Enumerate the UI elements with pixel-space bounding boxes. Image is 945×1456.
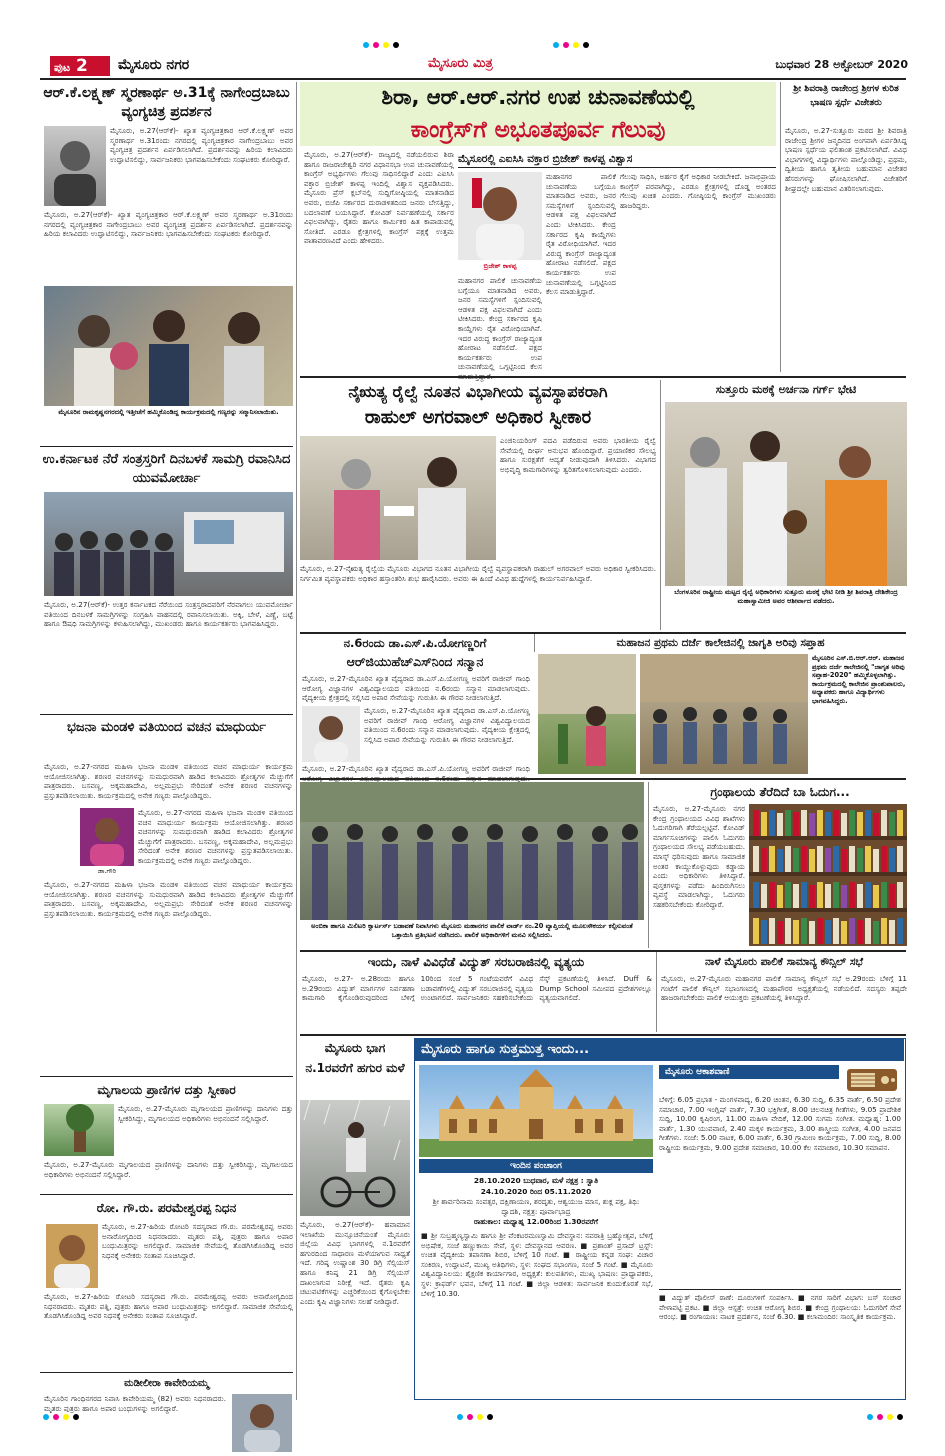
council-story	[656, 952, 906, 1032]
page-number: 2	[75, 56, 88, 76]
lead-body-col2: ಮಹಾನಗರ ಪಾಲಿಕೆ ಚುನಾವಣೆಯ ಬಗ್ಗೆಯೂ ಮಾತನಾಡಿದ ಅವರು, ಜನರ ಸಮಸ್ಯೆಗಳಿಗೆ ಸ್ಪಂದಿಸುವಲ್ಲಿ ಆಡಳಿತ ಪಕ್ಷ ವಿಫಲವಾಗಿದೆ ಎಂದು ಟೀಕಿಸಿದರು. ಕೇಂದ್ರ ಸರ್ಕಾರದ ಕೃಷಿ ಕಾಯ್ದೆಗಳು ರೈತ ವಿರೋಧಿಯಾಗಿವೆ. ಇದರ ವಿರುದ್ಧ ಕಾಂಗ್ರೆಸ್ ರಾಜ್ಯಾದ್ಯಂತ ಹೋರಾಟ ನಡೆಸಲಿದೆ. ಪಕ್ಷದ ಕಾರ್ಯಕರ್ತರು ಉಪ ಚುನಾವಣೆಯಲ್ಲಿ ಒಗ್ಗಟ್ಟಿನಿಂದ ಕೆಲಸ ಮಾಡುತ್ತಿದ್ದಾರೆ.	[546, 172, 616, 297]
railway-headline-line1: ನೈಋತ್ಯ ರೈಲ್ವೆ ನೂತನ ವಿಭಾಗೀಯ ವ್ಯವಸ್ಥಾಪಕರಾಗಿ	[348, 382, 608, 401]
divider	[659, 1289, 901, 1290]
rahukala: ರಾಹುಕಾಲ: ಮಧ್ಯಾಹ್ನ 12.00ರಿಂದ 1.30ರವರೆಗೆ	[473, 1217, 599, 1226]
divider	[40, 1194, 293, 1195]
vachana-body-a: ಮೈಸೂರು, ಅ.27-ನಗರದ ಮಹಿಳಾ ಭಜನಾ ಮಂಡಳಿ ವತಿಯಿಂದ ವಚನ ಮಾಧುರ್ಯ ಕಾರ್ಯಕ್ರಮ ಆಯೋಜಿಸಲಾಗಿತ್ತು. ಶರಣರ ವಚನಗಳನ್ನು ಸುಮಧುರವಾಗಿ ಹಾಡಿದ ಕಲಾವಿದರು ಶ್ರೋತೃಗಳ ಮೆಚ್ಚುಗೆಗೆ ಪಾತ್ರರಾದರು. ಬಸವಣ್ಣ, ಅಕ್ಕಮಹಾದೇವಿ, ಅಲ್ಲಮಪ್ರಭು ಸೇರಿದಂತೆ ಅನೇಕ ಶರಣರ ವಚನಗಳನ್ನು ಪ್ರಸ್ತುತಪಡಿಸಲಾಯಿತು. ಕಾರ್ಯಕ್ರಮದಲ್ಲಿ ಅನೇಕ ಗಣ್ಯರು ಪಾಲ್ಗೊಂಡಿದ್ದರು.	[44, 762, 293, 800]
obituary2-body: ಮೈಸೂರಿನ ಗಾಂಧಿನಗರದ ನಿವಾಸಿ ಕಾವೇರಿಯಮ್ಮ (82) ಅವರು ನಿಧನರಾದರು. ಮೃತರು ಪುತ್ರರು ಹಾಗೂ ಅಪಾರ ಬಂಧುಗಳನ್ನು ಅಗಲಿದ್ದಾರೆ.	[44, 1394, 226, 1413]
cartoon-exhibition-headline: ಆರ್.ಕೆ.ಲಕ್ಷ್ಮಣ್ ಸ್ಮರಣಾರ್ಥ ಅ.31ಕ್ಕೆ ನಾಗೇಂದ್ರಬಾಬು ವ್ಯಂಗ್ಯಚಿತ್ರ ಪ್ರದರ್ಶನ	[43, 85, 290, 120]
vachana-body-c: ಮೈಸೂರು, ಅ.27-ನಗರದ ಮಹಿಳಾ ಭಜನಾ ಮಂಡಳಿ ವತಿಯಿಂದ ವಚನ ಮಾಧುರ್ಯ ಕಾರ್ಯಕ್ರಮ ಆಯೋಜಿಸಲಾಗಿತ್ತು. ಶರಣರ ವಚನಗಳನ್ನು ಸುಮಧುರವಾಗಿ ಹಾಡಿದ ಕಲಾವಿದರು ಶ್ರೋತೃಗಳ ಮೆಚ್ಚುಗೆಗೆ ಪಾತ್ರರಾದರು. ಬಸವಣ್ಣ, ಅಕ್ಕಮಹಾದೇವಿ, ಅಲ್ಲಮಪ್ರಭು ಸೇರಿದಂತೆ ಅನೇಕ ಶರಣರ ವಚನಗಳನ್ನು ಪ್ರಸ್ತುತಪಡಿಸಲಾಯಿತು. ಕಾರ್ಯಕ್ರಮದಲ್ಲಿ ಅನೇಕ ಗಣ್ಯರು ಪಾಲ್ಗೊಂಡಿದ್ದರು.	[44, 880, 293, 918]
page-label: ಪುಟ	[54, 61, 71, 74]
lead-headline-band	[300, 82, 776, 146]
divider	[300, 1034, 906, 1036]
today-banner: ಮೈಸೂರು ಹಾಗೂ ಸುತ್ತಮುತ್ತ ಇಂದು...	[415, 1039, 904, 1061]
page-number-badge	[50, 56, 110, 76]
zoo-adoption-body-cont: ಮೈಸೂರು, ಅ.27-ಮೈಸೂರು ಮೃಗಾಲಯದ ಪ್ರಾಣಿಗಳನ್ನು ದಾನಿಗಳು ದತ್ತು ಸ್ವೀಕರಿಸಿದ್ದು, ಮೃಗಾಲಯದ ಅಧಿಕಾರಿಗಳು ಅಭಿನಂದನೆ ಸಲ್ಲಿಸಿದ್ದಾರೆ.	[44, 1160, 293, 1179]
yoganna-headline-line1: ನ.6ರಂದು ಡಾ.ಎಸ್.ಪಿ.ಯೋಗಣ್ಣರಿಗೆ	[343, 636, 487, 650]
vachana-body-b: ಮೈಸೂರು, ಅ.27-ನಗರದ ಮಹಿಳಾ ಭಜನಾ ಮಂಡಳಿ ವತಿಯಿಂದ ವಚನ ಮಾಧುರ್ಯ ಕಾರ್ಯಕ್ರಮ ಆಯೋಜಿಸಲಾಗಿತ್ತು. ಶರಣರ ವಚನಗಳನ್ನು ಸುಮಧುರವಾಗಿ ಹಾಡಿದ ಕಲಾವಿದರು ಶ್ರೋತೃಗಳ ಮೆಚ್ಚುಗೆಗೆ ಪಾತ್ರರಾದರು. ಬಸವಣ್ಣ, ಅಕ್ಕಮಹಾದೇವಿ, ಅಲ್ಲಮಪ್ರಭು ಸೇರಿದಂತೆ ಅನೇಕ ಶರಣರ ವಚನಗಳನ್ನು ಪ್ರಸ್ತುತಪಡಿಸಲಾಯಿತು. ಕಾರ್ಯಕ್ರಮದಲ್ಲಿ ಅನೇಕ ಗಣ್ಯರು ಪಾಲ್ಗೊಂಡಿದ್ದರು.	[138, 808, 293, 865]
lead-body-col3: ಗೆಲುವು ಸಾಧಿಸಿ, ಅರ್ಹರ ಕೈಗೆ ಅಧಿಕಾರ ನೀಡಬೇಕಿದೆ. ಜನಾಭಿಪ್ರಾಯ ಕಾಂಗ್ರೆಸ್ ಪರವಾಗಿದ್ದು, ಎರಡೂ ಕ್ಷೇತ್ರಗಳಲ್ಲಿ ದೊಡ್ಡ ಅಂತರದ ಗೆಲುವು ಖಚಿತ ಎಂದರು. ಗೋಷ್ಠಿಯಲ್ಲಿ ಕಾಂಗ್ರೆಸ್ ಮುಖಂಡರು ಹಾಜರಿದ್ದರು.	[620, 172, 776, 210]
college-headline: ಮಹಾಜನ ಪ್ರಥಮ ದರ್ಜೆ ಕಾಲೇಜಿನಲ್ಲಿ ಜಾಗೃತಿ ಅರಿವು ಸಪ್ತಾಹ	[534, 634, 906, 652]
singer-photo-caption: ಡಾ.ಗೌರಿ	[97, 867, 117, 875]
obituary2-headline: ಮಡೀಲೀರಾ ಕಾವೇರಿಯಮ್ಮ	[124, 1378, 209, 1389]
left-column	[40, 82, 293, 1413]
relief-materials-headline: ಉ.ಕರ್ನಾಟಕ ನೆರೆ ಸಂತ್ರಸ್ತರಿಗೆ ದಿನಬಳಕೆ ಸಾಮಗ್ರಿ ರವಾನಿಸಿದ ಯುವಮೋರ್ಚಾ	[42, 452, 291, 486]
spokesperson-photo	[458, 172, 542, 260]
singer-photo	[80, 808, 134, 866]
relief-materials-body: ಮೈಸೂರು, ಅ.27(ಆರ್‌ಕೆ)- ಉತ್ತರ ಕರ್ನಾಟಕದ ನೆರೆಯಿಂದ ಸಂತ್ರಸ್ತರಾದವರಿಗೆ ನೆರವಾಗಲು ಯುವಮೋರ್ಚಾ ವತಿಯಿಂದ ದಿನಬಳಕೆ ಸಾಮಗ್ರಿಗಳನ್ನು ಸಂಗ್ರಹಿಸಿ ವಾಹನದಲ್ಲಿ ರವಾನಿಸಲಾಯಿತು. ಅಕ್ಕಿ, ಬೇಳೆ, ಎಣ್ಣೆ, ಬಟ್ಟೆ ಹಾಗೂ ಔಷಧಿ ಸಾಮಗ್ರಿಗಳನ್ನು ಕಳುಹಿಸಲಾಗಿದ್ದು, ಮುಖಂಡರು ಹಾಗೂ ಕಾರ್ಯಕರ್ತರು ಭಾಗವಹಿಸಿದ್ದರು.	[44, 600, 293, 629]
rain-cyclist-photo	[300, 1100, 410, 1216]
registration-marks-top	[360, 34, 590, 42]
obituary-body-cont: ಮೈಸೂರು, ಅ.27-ಹಿರಿಯ ರೋಟರಿ ಸದಸ್ಯರಾದ ಗೌ.ರು. ಪರಮೇಶ್ವರಪ್ಪ ಅವರು ಅನಾರೋಗ್ಯದಿಂದ ನಿಧನರಾದರು. ಮೃತರು ಪತ್ನಿ, ಪುತ್ರರು ಹಾಗೂ ಅಪಾರ ಬಂಧುಮಿತ್ರರನ್ನು ಅಗಲಿದ್ದಾರೆ. ಸಾಮಾಜಿಕ ಸೇವೆಯಲ್ಲಿ ತೊಡಗಿಸಿಕೊಂಡಿದ್ದ ಅವರ ನಿಧನಕ್ಕೆ ಅನೇಕರು ಸಂತಾಪ ಸೂಚಿಸಿದ್ದಾರೆ.	[44, 1292, 293, 1321]
section-name: ಮೈಸೂರು ನಗರ	[118, 57, 190, 73]
cartoon-exhibition-body: ಮೈಸೂರು, ಅ.27(ಆರ್‌ಕೆ)- ಖ್ಯಾತ ವ್ಯಂಗ್ಯಚಿತ್ರಕಾರ ಆರ್.ಕೆ.ಲಕ್ಷ್ಮಣ್ ಅವರ ಸ್ಮರಣಾರ್ಥ ಅ.31ರಂದು ನಗರದಲ್ಲಿ ವ್ಯಂಗ್ಯಚಿತ್ರಕಾರ ನಾಗೇಂದ್ರಬಾಬು ಅವರ ವ್ಯಂಗ್ಯಚಿತ್ರ ಪ್ರದರ್ಶನ ಏರ್ಪಡಿಸಲಾಗಿದೆ. ಪ್ರದರ್ಶನವನ್ನು ಹಿರಿಯ ಕಲಾವಿದರು ಉದ್ಘಾಟಿಸಲಿದ್ದು, ಸಾರ್ವಜನಿಕರು ಭಾಗವಹಿಸಬೇಕೆಂದು ಸಂಘಟಕರು ಕೋರಿದ್ದಾರೆ.	[110, 126, 293, 164]
palace-photo	[419, 1065, 653, 1157]
sutturu-story	[660, 380, 906, 630]
portrait-photo	[44, 126, 106, 206]
council-headline: ನಾಳೆ ಮೈಸೂರು ಪಾಲಿಕೆ ಸಾಮಾನ್ಯ ಕೌನ್ಸಿಲ್ ಸಭೆ	[705, 956, 863, 968]
registration-marks-bottom	[40, 1406, 906, 1414]
rain-story	[300, 1038, 410, 1400]
railway-handover-photo	[300, 436, 496, 560]
panchanga-line3: ಶ್ರೀ ಶಾರ್ವರಿನಾಮ ಸಂವತ್ಸರ, ದಕ್ಷಿಣಾಯಣ, ಶರದೃತು, ಆಶ್ವಯುಜ ಮಾಸ, ಶುಕ್ಲ ಪಕ್ಷ, ತಿಥಿ: ದ್ವಾದಶಿ, ನಕ್ಷತ್ರ: ಪೂರ್ವಾಭಾದ್ರ	[432, 1197, 640, 1216]
library-shelves-photo	[749, 804, 907, 946]
divider	[40, 446, 293, 447]
panchanga-title: ಇಂದಿನ ಪಂಚಾಂಗ	[419, 1159, 653, 1173]
power-cut-body: ಮೈಸೂರು, ಅ.27- ಅ.28ರಂದು ಹಾಗೂ ಅ.29ರಂದು ವಿದ್ಯುತ್ ಮಾರ್ಗಗಳ ನಿರ್ವಹಣಾ ಕಾಮಗಾರಿ ಕೈಗೊಂಡಿರುವುದರಿಂದ ಬೆಳಿಗ್ಗೆ 10ರಿಂದ ಸಂಜೆ 5 ಗಂಟೆಯವರೆಗೆ ವಿವಿಧ ಬಡಾವಣೆಗಳಲ್ಲಿ ವಿದ್ಯುತ್ ಸರಬರಾಜಿನಲ್ಲಿ ವ್ಯತ್ಯಯ ಉಂಟಾಗಲಿದೆ. ಸಾರ್ವಜನಿಕರು ಸಹಕರಿಸಬೇಕೆಂದು ಸೆಸ್ಕ್ ಪ್ರಕಟಣೆಯಲ್ಲಿ ತಿಳಿಸಿದೆ. Duff & Dump School ಸಮೀಪದ ಪ್ರದೇಶಗಳಲ್ಲೂ ವ್ಯತ್ಯಯವಾಗಲಿದೆ.	[302, 974, 652, 1003]
obituary-headline: ರೋ. ಗೌ.ರು. ಪರಮೇಶ್ವರಪ್ಪ ನಿಧನ	[96, 1201, 237, 1215]
sutturu-headline: ಸುತ್ತೂರು ಮಠಕ್ಕೆ ಅರ್ಚನಾ ಗರ್ಗ್ ಭೇಟಿ	[715, 383, 857, 396]
today-events: ■ ಶ್ರೀ ಸುಬ್ರಹ್ಮಣ್ಯಸ್ವಾಮಿ ಹಾಗೂ ಶ್ರೀ ವೆಂಕಟರಮಣಸ್ವಾಮಿ ದೇವಸ್ಥಾನ: ನವರಾತ್ರಿ ಬ್ರಹ್ಮೋತ್ಸವ, ಬೆಳಿಗ್ಗೆ ಅಭಿಷೇಕ, ಸಂಜೆ ಹಣ್ಣುಕಾಯಿ ಸೇವೆ, ಸ್ಥಳ: ದೇವಸ್ಥಾನದ ಆವರಣ. ■ ಪ್ರಶಾಂತ್ ಪ್ರಸಾದ್ ಟ್ರಸ್ಟ್: ಉಚಿತ ವೈದ್ಯಕೀಯ ತಪಾಸಣಾ ಶಿಬಿರ, ಬೆಳಿಗ್ಗೆ 10 ಗಂಟೆ. ■ ರಾಷ್ಟ್ರೀಯ ಕನ್ನಡ ಸಂಘ: ವಿಚಾರ ಸಂಕಿರಣ, ಉದ್ಘಾಟನೆ, ಮುಖ್ಯ ಅತಿಥಿಗಳು, ಸ್ಥಳ: ಸಂಘದ ಸಭಾಂಗಣ, ಸಂಜೆ 5 ಗಂಟೆ. ■ ಮೈಸೂರು ವಿಶ್ವವಿದ್ಯಾನಿಲಯ: ಶೈಕ್ಷಣಿಕ ಕಾರ್ಯಾಗಾರ, ಅಧ್ಯಕ್ಷತೆ: ಕುಲಪತಿಗಳು, ಮುಖ್ಯ ಭಾಷಣ: ಪ್ರಾಧ್ಯಾಪಕರು, ಸ್ಥಳ: ಕ್ರಾಫರ್ಡ್ ಭವನ, ಬೆಳಿಗ್ಗೆ 11 ಗಂಟೆ. ■ ಜಿಲ್ಲಾ ಆಡಳಿತ: ಸಾರ್ವಜನಿಕ ಕುಂದುಕೊರತೆ ಸಭೆ, ಬೆಳಿಗ್ಗೆ 10.30.	[421, 1231, 653, 1298]
college-caption: ಮೈಸೂರಿನ ಎಸ್.ಬಿ.ಆರ್.ಆರ್. ಮಹಾಜನ ಪ್ರಥಮ ದರ್ಜೆ ಕಾಲೇಜಿನಲ್ಲಿ "ಜಾಗೃತ ಅರಿವು ಸಪ್ತಾಹ-2020" ಹಮ್ಮಿಕೊಳ್ಳಲಾಗಿತ್ತು. ಕಾರ್ಯಕ್ರಮದಲ್ಲಿ ಕಾಲೇಜಿನ ಪ್ರಾಂಶುಪಾಲರು, ಅಧ್ಯಾಪಕರು ಹಾಗೂ ವಿದ್ಯಾರ್ಥಿಗಳು ಭಾಗವಹಿಸಿದ್ದರು.	[812, 654, 906, 705]
today-box	[414, 1038, 906, 1400]
sutturu-photo	[665, 402, 907, 586]
zoo-adoption-body: ಮೈಸೂರು, ಅ.27-ಮೈಸೂರು ಮೃಗಾಲಯದ ಪ್ರಾಣಿಗಳನ್ನು ದಾನಿಗಳು ದತ್ತು ಸ್ವೀಕರಿಸಿದ್ದು, ಮೃಗಾಲಯದ ಅಧಿಕಾರಿಗಳು ಅಭಿನಂದನೆ ಸಲ್ಲಿಸಿದ್ದಾರೆ.	[118, 1104, 293, 1123]
vachana-headline: ಭಜನಾ ಮಂಡಳಿ ವತಿಯಿಂದ ವಚನ ಮಾಧುರ್ಯ	[67, 720, 266, 735]
divider	[40, 1076, 293, 1077]
lead-subheadline: ಮೈಸೂರಲ್ಲಿ ಎಐಸಿಸಿ ವಕ್ತಾರ ಬ್ರಿಜೇಶ್ ಕಾಳಪ್ಪ ವಿಶ್ವಾಸ	[458, 150, 776, 168]
yoganna-body-right: ಮೈಸೂರು, ಅ.27-ಮೈಸೂರಿನ ಖ್ಯಾತ ವೈದ್ಯರಾದ ಡಾ.ಎಸ್.ಪಿ.ಯೋಗಣ್ಣ ಅವರಿಗೆ ರಾಜೀವ್ ಗಾಂಧಿ ಆರೋಗ್ಯ ವಿಜ್ಞಾನಗಳ ವಿಶ್ವವಿದ್ಯಾಲಯದ ವತಿಯಿಂದ ನ.6ರಂದು ಸನ್ಮಾನ ಮಾಡಲಾಗುವುದು. ವೈದ್ಯಕೀಯ ಕ್ಷೇತ್ರದಲ್ಲಿ ಸಲ್ಲಿಸಿದ ಅಪಾರ ಸೇವೆಯನ್ನು ಗುರುತಿಸಿ ಈ ಗೌರವ ನೀಡಲಾಗುತ್ತಿದೆ.	[364, 706, 530, 744]
cartoon-exhibition-body-cont: ಮೈಸೂರು, ಅ.27(ಆರ್‌ಕೆ)- ಖ್ಯಾತ ವ್ಯಂಗ್ಯಚಿತ್ರಕಾರ ಆರ್.ಕೆ.ಲಕ್ಷ್ಮಣ್ ಅವರ ಸ್ಮರಣಾರ್ಥ ಅ.31ರಂದು ನಗರದಲ್ಲಿ ವ್ಯಂಗ್ಯಚಿತ್ರಕಾರ ನಾಗೇಂದ್ರಬಾಬು ಅವರ ವ್ಯಂಗ್ಯಚಿತ್ರ ಪ್ರದರ್ಶನ ಏರ್ಪಡಿಸಲಾಗಿದೆ. ಪ್ರದರ್ಶನವನ್ನು ಹಿರಿಯ ಕಲಾವಿದರು ಉದ್ಘಾಟಿಸಲಿದ್ದು, ಸಾರ್ವಜನಿಕರು ಭಾಗವಹಿಸಬೇಕೆಂದು ಸಂಘಟಕರು ಕೋರಿದ್ದಾರೆ.	[44, 210, 293, 239]
council-body: ಮೈಸೂರು, ಅ.27-ಮೈಸೂರು ಮಹಾನಗರ ಪಾಲಿಕೆ ಸಾಮಾನ್ಯ ಕೌನ್ಸಿಲ್ ಸಭೆ ಅ.29ರಂದು ಬೆಳಿಗ್ಗೆ 11 ಗಂಟೆಗೆ ಪಾಲಿಕೆ ಕೌನ್ಸಿಲ್ ಸಭಾಂಗಣದಲ್ಲಿ ಮಹಾಪೌರರ ಅಧ್ಯಕ್ಷತೆಯಲ್ಲಿ ನಡೆಯಲಿದೆ. ಸದಸ್ಯರು ತಪ್ಪದೇ ಹಾಜರಾಗಬೇಕೆಂದು ಪಾಲಿಕೆ ಆಯುಕ್ತರು ಪ್ರಕಟಣೆಯಲ್ಲಿ ತಿಳಿಸಿದ್ದಾರೆ.	[661, 974, 907, 1003]
rain-body: ಮೈಸೂರು, ಅ.27(ಆರ್‌ಕೆ)- ಹವಾಮಾನ ಇಲಾಖೆಯ ಮುನ್ಸೂಚನೆಯಂತೆ ಮೈಸೂರು ಜಿಲ್ಲೆಯ ವಿವಿಧ ಭಾಗಗಳಲ್ಲಿ ನ.1ರವರೆಗೆ ಹಗುರದಿಂದ ಸಾಧಾರಣ ಮಳೆಯಾಗುವ ಸಾಧ್ಯತೆ ಇದೆ. ಗರಿಷ್ಠ ಉಷ್ಣಾಂಶ 30 ಡಿಗ್ರಿ ಸೆಲ್ಸಿಯಸ್ ಹಾಗೂ ಕನಿಷ್ಠ 21 ಡಿಗ್ರಿ ಸೆಲ್ಸಿಯಸ್ ದಾಖಲಾಗುವ ನಿರೀಕ್ಷೆ ಇದೆ. ರೈತರು ಕೃಷಿ ಚಟುವಟಿಕೆಗಳನ್ನು ಎಚ್ಚರಿಕೆಯಿಂದ ಕೈಗೊಳ್ಳಬೇಕು ಎಂದು ಕೃಷಿ ವಿಜ್ಞಾನಿಗಳು ಸಲಹೆ ನೀಡಿದ್ದಾರೆ.	[300, 1220, 410, 1306]
divider	[300, 376, 906, 378]
today-notices: ■ ವಿದ್ಯುತ್ ಪೊಲೀಸ್ ಠಾಣೆ: ದೂರುಗಳಿಗೆ ಸಂಪರ್ಕಿಸಿ. ■ ನಗರ ಸಾರಿಗೆ ವಿಭಾಗ: ಬಸ್ ಸಂಚಾರ ವೇಳಾಪಟ್ಟಿ ಪ್ರಕಟ. ■ ಜಿಲ್ಲಾ ಆಸ್ಪತ್ರೆ: ಉಚಿತ ಆರೋಗ್ಯ ಶಿಬಿರ. ■ ಕೇಂದ್ರ ಗ್ರಂಥಾಲಯ: ಓದುಗರಿಗೆ ಸೇವೆ ಆರಂಭ. ■ ರಂಗಾಯಣ: ನಾಟಕ ಪ್ರದರ್ಶನ, ಸಂಜೆ 6.30. ■ ಕಲಾಮಂದಿರ: ಸಾಂಸ್ಕೃತಿಕ ಕಾರ್ಯಕ್ರಮ.	[659, 1293, 901, 1322]
masthead	[38, 56, 908, 76]
spokesperson-caption: ಬ್ರಿಜೇಶ್ ಕಾಳಪ್ಪ	[483, 262, 517, 270]
railway-headline-line2: ರಾಹುಲ್ ಅಗರವಾಲ್ ಅಧಿಕಾರ ಸ್ವೀಕಾರ	[364, 407, 592, 428]
college-photo-1	[538, 654, 636, 774]
library-story	[648, 782, 906, 948]
lead-headline-line1: ಶಿರಾ, ಆರ್.ಆರ್.ನಗರ ಉಪ ಚುನಾವಣೆಯಲ್ಲಿ	[381, 85, 695, 109]
zoo-adoption-headline: ಮೃಗಾಲಯ ಪ್ರಾಣಿಗಳ ದತ್ತು ಸ್ವೀಕಾರ	[97, 1083, 236, 1097]
issue-date: ಬುಧವಾರ 28 ಅಕ್ಟೋಬರ್ 2020	[775, 58, 908, 71]
railway-body-bottom: ಮೈಸೂರು, ಅ.27-ನೈಋತ್ಯ ರೈಲ್ವೆಯ ಮೈಸೂರು ವಿಭಾಗದ ನೂತನ ವಿಭಾಗೀಯ ರೈಲ್ವೆ ವ್ಯವಸ್ಥಾಪಕರಾಗಿ ರಾಹುಲ್ ಅಗರವಾಲ್ ಅವರು ಅಧಿಕಾರ ಸ್ವೀಕರಿಸಿದರು. ನಿರ್ಗಮಿತ ವ್ಯವಸ್ಥಾಪಕರು ಅಧಿಕಾರ ಹಸ್ತಾಂತರಿಸಿ ಶುಭ ಹಾರೈಸಿದರು. ಅವರು ಈ ಹಿಂದೆ ವಿವಿಧ ಹುದ್ದೆಗಳಲ್ಲಿ ಕಾರ್ಯನಿರ್ವಹಿಸಿದ್ದಾರೆ.	[300, 564, 656, 583]
radio-icon	[845, 1065, 899, 1091]
zoo-photo	[44, 1104, 114, 1156]
column-divider	[296, 82, 297, 1400]
obituary2-photo	[232, 1394, 292, 1452]
divider	[300, 778, 906, 780]
lead-body-col1: ಮೈಸೂರು, ಅ.27(ಆರ್‌ಕೆ)- ರಾಜ್ಯದಲ್ಲಿ ನಡೆಯಲಿರುವ ಶಿರಾ ಹಾಗೂ ರಾಜರಾಜೇಶ್ವರಿ ನಗರ ವಿಧಾನಸಭಾ ಉಪ ಚುನಾವಣೆಯಲ್ಲಿ ಕಾಂಗ್ರೆಸ್ ಅಭ್ಯರ್ಥಿಗಳು ಗೆಲುವು ಸಾಧಿಸಲಿದ್ದಾರೆ ಎಂದು ಎಐಸಿಸಿ ವಕ್ತಾರ ಬ್ರಿಜೇಶ್ ಕಾಳಪ್ಪ ಇಂದಿಲ್ಲಿ ವಿಶ್ವಾಸ ವ್ಯಕ್ತಪಡಿಸಿದರು. ಮೈಸೂರು ಪ್ರೆಸ್ ಕ್ಲಬ್‌ನಲ್ಲಿ ಸುದ್ದಿಗೋಷ್ಠಿಯಲ್ಲಿ ಮಾತನಾಡಿದ ಅವರು, ಬಿಜೆಪಿ ಸರ್ಕಾರದ ದುರಾಡಳಿತದಿಂದ ಜನರು ಬೇಸತ್ತಿದ್ದು, ಬದಲಾವಣೆ ಬಯಸಿದ್ದಾರೆ. ಕೋವಿಡ್ ನಿರ್ವಹಣೆಯಲ್ಲಿ ಸರ್ಕಾರ ವಿಫಲವಾಗಿದ್ದು, ರೈತರು ಹಾಗೂ ಕಾರ್ಮಿಕರ ಹಿತ ಕಾಪಾಡುವಲ್ಲಿ ಸೋತಿದೆ. ಎರಡೂ ಕ್ಷೇತ್ರಗಳಲ್ಲಿ ಕಾಂಗ್ರೆಸ್ ಪಕ್ಷಕ್ಕೆ ಉತ್ತಮ ವಾತಾವರಣವಿದೆ ಎಂದು ಹೇಳಿದರು.	[304, 150, 454, 246]
rain-headline: ಮೈಸೂರು ಭಾಗ ನ.1ರವರೆಗೆ ಹಗುರ ಮಳೆ	[305, 1041, 405, 1075]
college-photo-2	[640, 654, 808, 774]
sutturu-caption: ಬೆಂಗಳೂರಿನ ರಾಷ್ಟ್ರೀಯ ಮಟ್ಟದ ರೈಲ್ವೆ ಅಧಿಕಾರಿಗಳು ಸುತ್ತೂರು ಮಠಕ್ಕೆ ಭೇಟಿ ನೀಡಿ ಶ್ರೀ ಶಿವರಾತ್ರಿ ದೇಶಿಕೇಂದ್ರ ಮಹಾಸ್ವಾಮೀಜಿ ಅವರ ಆಶೀರ್ವಾದ ಪಡೆದರು.	[674, 588, 898, 605]
masthead-rule	[40, 78, 906, 80]
panchanga-line1: 28.10.2020 ಬುಧವಾರ, ಮಳೆ ನಕ್ಷತ್ರ : ಸ್ವಾತಿ	[473, 1176, 599, 1185]
radio-title: ಮೈಸೂರು ಆಕಾಶವಾಣಿ	[659, 1065, 839, 1079]
railway-body-right: ಎಂಜಿನಿಯರಿಂಗ್ ಪದವಿ ಪಡೆದಿರುವ ಅವರು ಭಾರತೀಯ ರೈಲ್ವೆ ಸೇವೆಯಲ್ಲಿ ದೀರ್ಘ ಅನುಭವ ಹೊಂದಿದ್ದಾರೆ. ಪ್ರಯಾಣಿಕರ ಸೌಲಭ್ಯ ಹಾಗೂ ಸುರಕ್ಷತೆಗೆ ಆದ್ಯತೆ ನೀಡುವುದಾಗಿ ತಿಳಿಸಿದರು. ವಿಭಾಗದ ಅಭಿವೃದ್ಧಿ ಕಾಮಗಾರಿಗಳನ್ನು ತ್ವರಿತಗೊಳಿಸಲಾಗುವುದು ಎಂದರು.	[500, 436, 656, 474]
library-body: ಮೈಸೂರು, ಅ.27-ಮೈಸೂರು ನಗರ ಕೇಂದ್ರ ಗ್ರಂಥಾಲಯದ ವಿವಿಧ ಶಾಖೆಗಳು ಓದುಗರಿಗಾಗಿ ತೆರೆಯಲ್ಪಟ್ಟಿವೆ. ಕೋವಿಡ್ ಮಾರ್ಗಸೂಚಿಗಳನ್ನು ಪಾಲಿಸಿ ಓದುಗರು ಗ್ರಂಥಾಲಯದ ಸೌಲಭ್ಯ ಪಡೆಯಬಹುದು. ಮಾಸ್ಕ್ ಧರಿಸುವುದು ಹಾಗೂ ಸಾಮಾಜಿಕ ಅಂತರ ಕಾಯ್ದುಕೊಳ್ಳುವುದು ಕಡ್ಡಾಯ ಎಂದು ಅಧಿಕಾರಿಗಳು ತಿಳಿಸಿದ್ದಾರೆ. ಪುಸ್ತಕಗಳನ್ನು ಪಡೆದು ಹಿಂದಿರುಗಿಸಲು ವ್ಯವಸ್ಥೆ ಮಾಡಲಾಗಿದ್ದು, ಓದುಗರು ಸಹಕರಿಸಬೇಕೆಂದು ಕೋರಿದ್ದಾರೆ.	[653, 804, 745, 909]
felicitation-caption: ಮೈಸೂರಿನ ರಾಮಕೃಷ್ಣನಗರದಲ್ಲಿ ಇತ್ತೀಚೆಗೆ ಹಮ್ಮಿಕೊಂಡಿದ್ದ ಕಾರ್ಯಕ್ರಮದಲ್ಲಿ ಗಣ್ಯರನ್ನು ಸನ್ಮಾನಿಸಲಾಯಿತು.	[58, 408, 279, 416]
speech-contest-body: ಮೈಸೂರು, ಅ.27-ಸುತ್ತೂರು ಮಠದ ಶ್ರೀ ಶಿವರಾತ್ರಿ ರಾಜೇಂದ್ರ ಶ್ರೀಗಳ ಜನ್ಮದಿನದ ಅಂಗವಾಗಿ ಏರ್ಪಡಿಸಿದ್ದ ಭಾಷಣ ಸ್ಪರ್ಧೆಯ ಫಲಿತಾಂಶ ಪ್ರಕಟಿಸಲಾಗಿದೆ. ವಿವಿಧ ವಿಭಾಗಗಳಲ್ಲಿ ವಿದ್ಯಾರ್ಥಿಗಳು ಪಾಲ್ಗೊಂಡಿದ್ದು, ಪ್ರಥಮ, ದ್ವಿತೀಯ ಹಾಗೂ ತೃತೀಯ ಬಹುಮಾನ ವಿಜೇತರ ಹೆಸರುಗಳನ್ನು ಘೋಷಿಸಲಾಗಿದೆ. ವಿಜೇತರಿಗೆ ಶೀಘ್ರದಲ್ಲೇ ಬಹುಮಾನ ವಿತರಿಸಲಾಗುವುದು.	[785, 126, 907, 193]
paper-name: ಮೈಸೂರು ಮಿತ್ರ	[428, 56, 493, 71]
radio-schedule: ಬೆಳಿಗ್ಗೆ: 6.05 ಪ್ರಭಾತ - ಮಂಗಳವಾದ್ಯ, 6.20 ಚಿಂತನ, 6.30 ಸುದ್ದಿ, 6.35 ವಾರ್ತೆ, 6.50 ಪ್ರದೇಶ ಸಮಾಚಾರ, 7.00 ಇಂಗ್ಲಿಷ್ ವಾರ್ತೆ, 7.30 ಭಕ್ತಿಗೀತೆ, 8.00 ಚಲನಚಿತ್ರ ಗೀತೆಗಳು, 9.05 ಪ್ರಾದೇಶಿಕ ಸುದ್ದಿ, 10.00 ಕೃಷಿರಂಗ, 11.00 ಮಹಿಳಾ ವೇದಿಕೆ, 12.00 ಸುಗಮ ಸಂಗೀತ. ಮಧ್ಯಾಹ್ನ: 1.00 ವಾರ್ತೆ, 1.30 ಯುವವಾಣಿ, 2.40 ಮಕ್ಕಳ ಕಾರ್ಯಕ್ರಮ, 3.00 ಶಾಸ್ತ್ರೀಯ ಸಂಗೀತ, 4.00 ಜನಪದ ಗೀತೆಗಳು. ಸಂಜೆ: 5.00 ನಾಟಕ, 6.00 ವಾರ್ತೆ, 6.30 ಗ್ರಾಮೀಣ ಕಾರ್ಯಕ್ರಮ, 7.00 ಸುದ್ದಿ, 8.00 ರಾಷ್ಟ್ರೀಯ ಕಾರ್ಯಕ್ರಮ, 9.00 ಪ್ರದೇಶ ಸಮಾಚಾರ, 10.00 ಕೆಲ ಸಮಾಚಾರ, 10.30 ಸಮಾಪನ.	[659, 1095, 901, 1152]
relief-vehicle-photo	[44, 492, 293, 596]
yoganna-body-bottom: ಮೈಸೂರು, ಅ.27-ಮೈಸೂರಿನ ಖ್ಯಾತ ವೈದ್ಯರಾದ ಡಾ.ಎಸ್.ಪಿ.ಯೋಗಣ್ಣ ಅವರಿಗೆ ರಾಜೀವ್ ಗಾಂಧಿ	[302, 764, 530, 773]
divider	[40, 1372, 293, 1373]
panchanga-line2: 24.10.2020 ರಿಂದ 05.11.2020	[480, 1187, 592, 1196]
lead-headline-line2: ಕಾಂಗ್ರೆಸ್‌ಗೆ ಅಭೂತಪೂರ್ವ ಗೆಲುವು	[410, 117, 666, 143]
yoganna-headline-line2: ಆರ್‌ಜಿಯುಹೆಚ್‌ಎಸ್‌ನಿಂದ ಸನ್ಮಾನ	[346, 654, 484, 669]
lead-body-col2b: ಮಹಾನಗರ ಪಾಲಿಕೆ ಚುನಾವಣೆಯ ಬಗ್ಗೆಯೂ ಮಾತನಾಡಿದ ಅವರು, ಜನರ ಸಮಸ್ಯೆಗಳಿಗೆ ಸ್ಪಂದಿಸುವಲ್ಲಿ ಆಡಳಿತ ಪಕ್ಷ ವಿಫಲವಾಗಿದೆ ಎಂದು ಟೀಕಿಸಿದರು. ಕೇಂದ್ರ ಸರ್ಕಾರದ ಕೃಷಿ ಕಾಯ್ದೆಗಳು ರೈತ ವಿರೋಧಿಯಾಗಿವೆ. ಇದರ ವಿರುದ್ಧ ಕಾಂಗ್ರೆಸ್ ರಾಜ್ಯಾದ್ಯಂತ ಹೋರಾಟ ನಡೆಸಲಿದೆ. ಪಕ್ಷದ ಕಾರ್ಯಕರ್ತರು ಉಪ ಚುನಾವಣೆಯಲ್ಲಿ ಒಗ್ಗಟ್ಟಿನಿಂದ ಕೆಲಸ	[458, 276, 542, 372]
library-headline: ಗ್ರಂಥಾಲಯ ತೆರೆದಿದೆ ಬಾ ಓದುಗ...	[710, 785, 850, 799]
doctor-photo	[302, 706, 360, 762]
yoganna-body-top: ಮೈಸೂರು, ಅ.27-ಮೈಸೂರಿನ ಖ್ಯಾತ ವೈದ್ಯರಾದ ಡಾ.ಎಸ್.ಪಿ.ಯೋಗಣ್ಣ ಅವರಿಗೆ ರಾಜೀವ್ ಗಾಂಧಿ ಆರೋಗ್ಯ ವಿಜ್ಞಾನಗಳ ವಿಶ್ವವಿದ್ಯಾಲಯದ ವತಿಯಿಂದ ನ.6ರಂದು ಸನ್ಮಾನ ಮಾಡಲಾಗುವುದು. ವೈದ್ಯಕೀಯ ಕ್ಷೇತ್ರದಲ್ಲಿ ಸಲ್ಲಿಸಿದ ಅಪಾರ ಸೇವೆಯನ್ನು ಗುರುತಿಸಿ ಈ ಗೌರವ ನೀಡಲಾಗುತ್ತಿದೆ.	[302, 674, 530, 703]
obituary-body: ಮೈಸೂರು, ಅ.27-ಹಿರಿಯ ರೋಟರಿ ಸದಸ್ಯರಾದ ಗೌ.ರು. ಪರಮೇಶ್ವರಪ್ಪ ಅವರು ಅನಾರೋಗ್ಯದಿಂದ ನಿಧನರಾದರು. ಮೃತರು ಪತ್ನಿ, ಪುತ್ರರು ಹಾಗೂ ಅಪಾರ ಬಂಧುಮಿತ್ರರನ್ನು ಅಗಲಿದ್ದಾರೆ. ಸಾಮಾಜಿಕ ಸೇವೆಯಲ್ಲಿ ತೊಡಗಿಸಿಕೊಂಡಿದ್ದ ಅವರ ನಿಧನಕ್ಕೆ ಅನೇಕರು ಸಂತಾಪ ಸೂಚಿಸಿದ್ದಾರೆ.	[102, 1222, 293, 1260]
protest-caption: ಅಂಬಿಕಾ ಹಾಗೂ ಮಿಲಿಟರಿ ಕ್ವಾರ್ಟರ್ಸ್ ಬಡಾವಣೆ ನಿವಾಸಿಗಳು ಮೈಸೂರು ಮಹಾನಗರ ಪಾಲಿಕೆ ವಾರ್ಡ್ ನಂ.20 ವ್ಯಾಪ್ತಿಯಲ್ಲಿ ಮೂಲಸೌಕರ್ಯ ಕಲ್ಪಿಸುವಂತೆ ಒತ್ತಾಯಿಸಿ ಪ್ರತಿಭಟನೆ ನಡೆಸಿದರು. ಪಾಲಿಕೆ ಅಧಿಕಾರಿಗಳಿಗೆ ಮನವಿ ಸಲ್ಲಿಸಿದರು.	[311, 922, 633, 939]
obituary-photo	[46, 1224, 98, 1288]
speech-contest-sidebar	[780, 82, 906, 372]
speech-contest-headline: ಶ್ರೀ ಶಿವರಾತ್ರಿ ರಾಜೇಂದ್ರ ಶ್ರೀಗಳ ಕುರಿತ ಭಾಷಣ ಸ್ಪರ್ಧೆ ವಿಜೇತರು	[793, 84, 899, 108]
divider	[40, 714, 293, 715]
felicitation-photo	[44, 286, 293, 406]
protest-photo	[300, 782, 644, 920]
power-cut-headline: ಇಂದು, ನಾಳೆ ವಿವಿಧೆಡೆ ವಿದ್ಯುತ್ ಸರಬರಾಜಿನಲ್ಲಿ ವ್ಯತ್ಯಯ	[367, 955, 585, 969]
